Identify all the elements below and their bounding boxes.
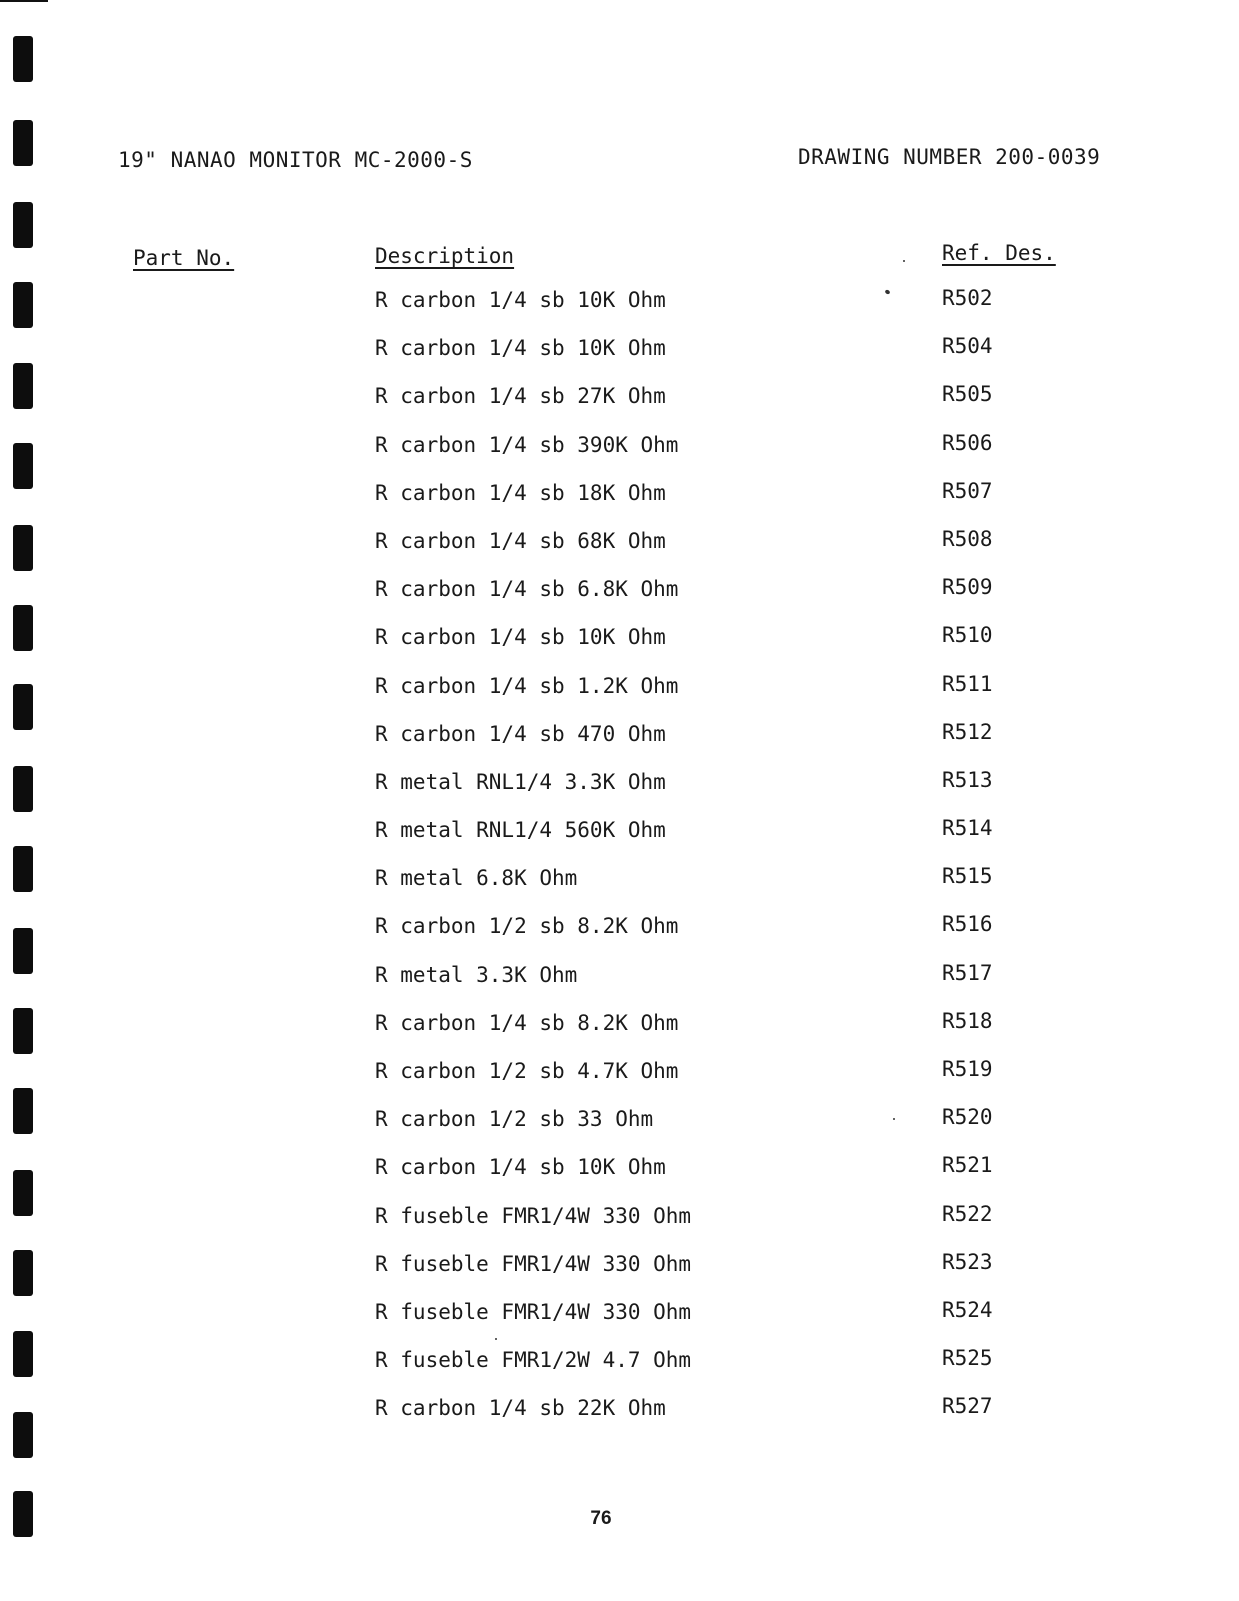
table-row bbox=[0, 866, 1239, 914]
row-description: R metal 3.3K Ohm bbox=[375, 962, 578, 987]
row-description: R carbon 1/4 sb 22K Ohm bbox=[375, 1396, 666, 1421]
row-ref-des: R504 bbox=[942, 334, 993, 359]
row-ref-des: R508 bbox=[942, 526, 993, 551]
row-description: R metal 6.8K Ohm bbox=[375, 866, 578, 891]
row-ref-des: R521 bbox=[942, 1153, 993, 1178]
row-ref-des: R513 bbox=[942, 767, 993, 792]
binding-hole bbox=[13, 202, 33, 248]
row-description: R carbon 1/2 sb 33 Ohm bbox=[375, 1107, 654, 1132]
top-edge-rule bbox=[0, 0, 48, 2]
row-description: R carbon 1/4 sb 18K Ohm bbox=[375, 480, 666, 505]
table-row bbox=[0, 526, 1239, 577]
table-row bbox=[0, 914, 1239, 962]
row-description: R fuseble FMR1/4W 330 Ohm bbox=[375, 1251, 692, 1276]
row-description: R carbon 1/4 sb 10K Ohm bbox=[375, 288, 666, 312]
scan-speck bbox=[903, 260, 905, 262]
table-row bbox=[0, 1008, 1239, 1059]
table-row bbox=[0, 577, 1239, 625]
row-description: R fuseble FMR1/4W 330 Ohm bbox=[375, 1203, 692, 1228]
table-row bbox=[0, 719, 1239, 770]
row-description: R carbon 1/4 sb 68K Ohm bbox=[375, 528, 666, 553]
row-description: R carbon 1/2 sb 4.7K Ohm bbox=[375, 1059, 679, 1083]
column-header-description: Description bbox=[375, 244, 515, 268]
table-row bbox=[0, 1107, 1239, 1155]
table-row bbox=[0, 1297, 1239, 1348]
row-ref-des: R514 bbox=[942, 816, 993, 841]
row-description: R carbon 1/4 sb 10K Ohm bbox=[375, 1155, 666, 1180]
table-row bbox=[0, 478, 1239, 529]
table-row bbox=[0, 1348, 1239, 1396]
row-description: R carbon 1/4 sb 27K Ohm bbox=[375, 384, 666, 409]
column-header-ref-des: Ref. Des. bbox=[942, 241, 1056, 265]
scan-speck bbox=[893, 1118, 895, 1120]
row-description: R carbon 1/4 sb 390K Ohm bbox=[375, 432, 679, 457]
row-ref-des: R523 bbox=[942, 1249, 993, 1274]
row-ref-des: R511 bbox=[942, 671, 993, 696]
binding-hole bbox=[13, 36, 33, 82]
row-ref-des: R502 bbox=[942, 286, 993, 310]
row-description: R carbon 1/4 sb 470 Ohm bbox=[375, 721, 666, 746]
table-row bbox=[0, 671, 1239, 722]
row-description: R carbon 1/2 sb 8.2K Ohm bbox=[375, 914, 679, 939]
page-number: 76 bbox=[590, 1508, 612, 1529]
table-row bbox=[0, 960, 1239, 1011]
table-row bbox=[0, 1396, 1239, 1444]
row-ref-des: R524 bbox=[942, 1297, 993, 1322]
row-ref-des: R509 bbox=[942, 575, 993, 600]
row-ref-des: R510 bbox=[942, 623, 993, 648]
table-row bbox=[0, 1201, 1239, 1252]
table-row bbox=[0, 430, 1239, 481]
drawing-number: DRAWING NUMBER 200-0039 bbox=[798, 145, 1101, 169]
row-description: R fuseble FMR1/2W 4.7 Ohm bbox=[375, 1348, 692, 1373]
binding-hole bbox=[13, 120, 33, 166]
row-ref-des: R507 bbox=[942, 478, 993, 503]
table-row bbox=[0, 1249, 1239, 1300]
table-row bbox=[0, 818, 1239, 866]
row-description: R carbon 1/4 sb 1.2K Ohm bbox=[375, 673, 679, 698]
row-ref-des: R505 bbox=[942, 382, 993, 407]
row-description: R metal RNL1/4 560K Ohm bbox=[375, 818, 666, 843]
document-title: 19" NANAO MONITOR MC-2000-S bbox=[118, 148, 473, 172]
row-ref-des: R512 bbox=[942, 719, 993, 744]
row-ref-des: R522 bbox=[942, 1201, 993, 1226]
table-row bbox=[0, 288, 1239, 336]
table-row bbox=[0, 625, 1239, 673]
row-ref-des: R518 bbox=[942, 1008, 993, 1033]
row-description: R carbon 1/4 sb 10K Ohm bbox=[375, 625, 666, 650]
table-row bbox=[0, 1059, 1239, 1107]
row-description: R carbon 1/4 sb 6.8K Ohm bbox=[375, 577, 679, 602]
row-ref-des: R506 bbox=[942, 430, 993, 455]
row-ref-des: R517 bbox=[942, 960, 993, 985]
row-description: R carbon 1/4 sb 10K Ohm bbox=[375, 336, 666, 361]
row-description: R carbon 1/4 sb 8.2K Ohm bbox=[375, 1010, 679, 1035]
row-ref-des: R516 bbox=[942, 912, 993, 937]
table-row bbox=[0, 1155, 1239, 1203]
table-row bbox=[0, 336, 1239, 384]
table-row bbox=[0, 767, 1239, 818]
parts-list bbox=[0, 288, 1239, 1445]
row-ref-des: R520 bbox=[942, 1105, 993, 1130]
row-ref-des: R519 bbox=[942, 1057, 993, 1081]
column-header-part-no: Part No. bbox=[133, 246, 235, 270]
row-ref-des: R515 bbox=[942, 864, 993, 889]
row-description: R metal RNL1/4 3.3K Ohm bbox=[375, 769, 666, 794]
table-row bbox=[0, 384, 1239, 432]
row-description: R fuseble FMR1/4W 330 Ohm bbox=[375, 1299, 692, 1324]
row-ref-des: R527 bbox=[942, 1394, 993, 1419]
scan-speck bbox=[495, 1338, 497, 1340]
row-ref-des: R525 bbox=[942, 1346, 993, 1371]
